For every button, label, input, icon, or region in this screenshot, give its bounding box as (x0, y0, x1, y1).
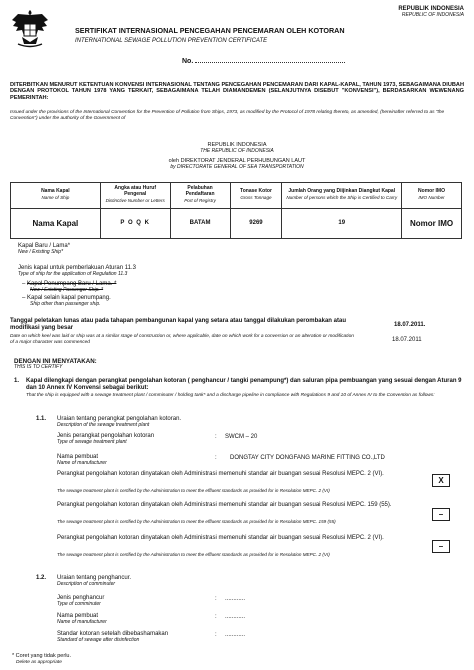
keel-label: Tanggal peletakan lunas atau pada tahapan pembangunan kapal yang setara atau tanggal dilakukan perombakan atau modifikasi yang besar (10, 318, 346, 331)
cert3-text: Perangkat pengolahan kotoran dinyatakan oleh Administrasi memenuhi standar air buangan sesuai Resolusi MEPC. 2 (VI). (57, 535, 384, 541)
item12-title-en: Description of comminuter (57, 581, 116, 587)
reg-option-passenger: – Kapal Penumpang Baru / Lama. * (22, 281, 117, 287)
table-row (11, 209, 462, 239)
cert2-text-en: The sewage treatment plant is certified by the Administration to meet the effluent standards as provided for in Resolution MEPC. 159 (55) (57, 519, 336, 524)
authority-by: oleh DIREKTORAT JENDERAL PERHUBUNGAN LAUT (168, 158, 306, 164)
tonnage-value: 9269 (230, 209, 282, 239)
item11-number: 1.1. (36, 416, 47, 422)
comminuter-type-label: Jenis penghancur (57, 595, 105, 601)
table-header-row (11, 183, 462, 209)
authority-republic-en: THE REPUBLIC OF INDONESIA (200, 148, 274, 154)
country-en: REPUBLIC OF INDONESIA (401, 12, 464, 18)
reg-option-other: – Kapal selain kapal penumpang. (22, 295, 111, 301)
item1-number: 1. (14, 378, 20, 384)
plant-type-label-en: Type of sewage treatment plant (57, 439, 127, 445)
certify-label-en: THIS IS TO CERTIFY (14, 364, 63, 370)
footnote: * Coret yang tidak perlu. (12, 653, 72, 659)
reg-type-label: Jenis kapal untuk pemberlakuan Aturan 11.3 (18, 265, 136, 271)
persons-value: 19 (282, 209, 402, 239)
header-cell: Nomor IMO IMO Number (402, 183, 462, 209)
comminuter-type-value: ............ (225, 596, 246, 602)
footnote-en: Delete as appropriate (16, 660, 62, 665)
keel-date: 18.07.2011. (394, 322, 426, 328)
port-value: BATAM (170, 209, 230, 239)
intro-text-en: Issued under the provisions of the International Convention for the Prevention of Pollution from Ships, 1973, as modified by the Protocol of 1978 relating thereto, as amended, (hereinafter referred to as "the Convention") under the authority of the Government of (10, 110, 445, 121)
plant-maker-colon: : (215, 455, 217, 461)
plant-type-colon: : (215, 434, 217, 440)
intro-text: DITERBITKAN MENURUT KETENTUAN KONVENSI INTERNASIONAL TENTANG PENCEGAHAN PENCEMARAN DARI KAPAL-KAPAL, TAHUN 1973, SEBAGAIMANA DIUBAH DENGAN PROTOKOL TAHUN 1978 YANG TERKAIT, SEBAGAIMANA TELAH DIAMANDEMEN (SELANJUTNYA DISEBUT "KONVENSI"), BERDASARKAN WEWENANG PEMERINTAH: (10, 82, 464, 101)
cert1-checkbox[interactable]: X (432, 474, 450, 487)
number-label: No. (182, 58, 345, 66)
item1-text: Kapal dilengkapi dengan perangkat pengolahan kotoran ( penghancur / tangki penampung*) dan saluran pipa pembuangan yang sesuai dengan Aturan 9 dan 10 Annex IV Konvensi sebagai berikut: (26, 378, 462, 391)
ship-status-label-en: New / Existing Ship* (18, 249, 64, 255)
cert3-text-en: The sewage treatment plant is certified by the Administration to meet the effluent standards as provided for in Resolution MEPC. 2 (VI) (57, 552, 330, 557)
comminuter-type-label-en: Type of comminuter (57, 601, 101, 607)
header-cell: Nama Kapal Name of Ship (11, 183, 101, 209)
comminuter-maker-label-en: Name of manufacturer (57, 619, 107, 625)
cert2-checkbox[interactable]: – (432, 508, 450, 521)
imo-value: Nomor IMO (402, 209, 462, 239)
item11-title: Uraian tentang perangkat pengolahan kotoran. (57, 416, 182, 422)
item12-number: 1.2. (36, 575, 47, 581)
garuda-emblem-icon (8, 6, 52, 50)
reg-option-passenger-en: New / Existing Passenger Ship. * (30, 287, 104, 293)
keel-label-en: Date on which keel was laid or ship was at a similar stage of construction or, where applicable, date on which work for a conversion or an alteration or modification of a major character was commenced (10, 334, 354, 345)
plant-maker-label-en: Name of manufacturer (57, 460, 107, 466)
comminuter-maker-value: ............ (225, 614, 246, 620)
cert2-text: Perangkat pengolahan kotoran dinyatakan oleh Administrasi memenuhi standar air buangan sesuai Resolusi MEPC. 159 (55). (57, 502, 392, 508)
disinfection-colon: : (215, 632, 217, 638)
ship-particulars-table (10, 182, 462, 239)
ship-status-label: Kapal Baru / Lama* (18, 243, 71, 249)
header-cell: Angka atau Huruf Pengenal Distinctive Number or Letters (100, 183, 170, 209)
comminuter-maker-label: Nama pembuat (57, 613, 99, 619)
header-cell: Jumlah Orang yang Diijinkan Diangkut Kapal Number of persons which the Ship is Certified to Carry (282, 183, 402, 209)
certificate-title: SERTIFIKAT INTERNASIONAL PENCEGAHAN PENCEMARAN OLEH KOTORAN (75, 26, 345, 35)
authority-republic: REPUBLIK INDONESIA (207, 142, 267, 148)
disinfection-label: Standar kotoran setelah dibebashamakan (57, 631, 169, 637)
plant-maker-label: Nama pembuat (57, 454, 99, 460)
plant-type-value: SWCM – 20 (225, 434, 258, 440)
item1-text-en: That the ship is equipped with a sewage treatment plant / comminuter / holding tank* and a discharge pipeline in compliance with Regulations 9 and 10 of Annex IV to the Convention as follows: (26, 393, 435, 398)
item12-title: Uraian tentang penghancur. (57, 575, 132, 581)
reg-type-label-en: Type of ship for the application of Regulation 11.3 (18, 271, 128, 277)
certificate-title-en: INTERNATIONAL SEWAGE POLLUTION PREVENTION CERTIFICATE (75, 38, 268, 44)
plant-maker-value: DONGTAY CITY DONGFANG MARINE FITTING CO.,LTD (230, 455, 385, 461)
country-id: REPUBLIK INDONESIA (398, 6, 464, 12)
reg-option-other-en: Ship other than passenger ship. (30, 301, 101, 307)
ship-name-value: Nama Kapal (11, 209, 101, 239)
cert1-text: Perangkat pengolahan kotoran dinyatakan oleh Administrasi memenuhi standar air buangan sesuai Resolusi MEPC. 2 (VI). (57, 471, 384, 477)
distinctive-letters-value: P O Q K (100, 209, 170, 239)
comminuter-type-colon: : (215, 596, 217, 602)
header-cell: Pelabuhan Pendaftaran Port of Registry (170, 183, 230, 209)
keel-date-stamp: 18.07.2011 (392, 337, 422, 343)
header-cell: Tonase Kotor Gross Tonnage (230, 183, 282, 209)
disinfection-label-en: Standard of sewage after disinfection (57, 637, 140, 643)
disinfection-value: ............ (225, 632, 246, 638)
certify-label: DENGAN INI MENYATAKAN: (14, 358, 97, 365)
comminuter-maker-colon: : (215, 614, 217, 620)
cert1-text-en: The sewage treatment plant is certified by the Administration to meet the effluent standards as provided for in Resolution MEPC. 2 (VI) (57, 488, 330, 493)
item11-title-en: Description of the sewage treatment plant (57, 422, 150, 428)
authority-by-en: by DIRECTORATE GENERAL OF SEA TRANSPORTATION (170, 164, 304, 170)
plant-type-label: Jenis perangkat pengolahan kotoran (57, 433, 155, 439)
cert3-checkbox[interactable]: – (432, 540, 450, 553)
